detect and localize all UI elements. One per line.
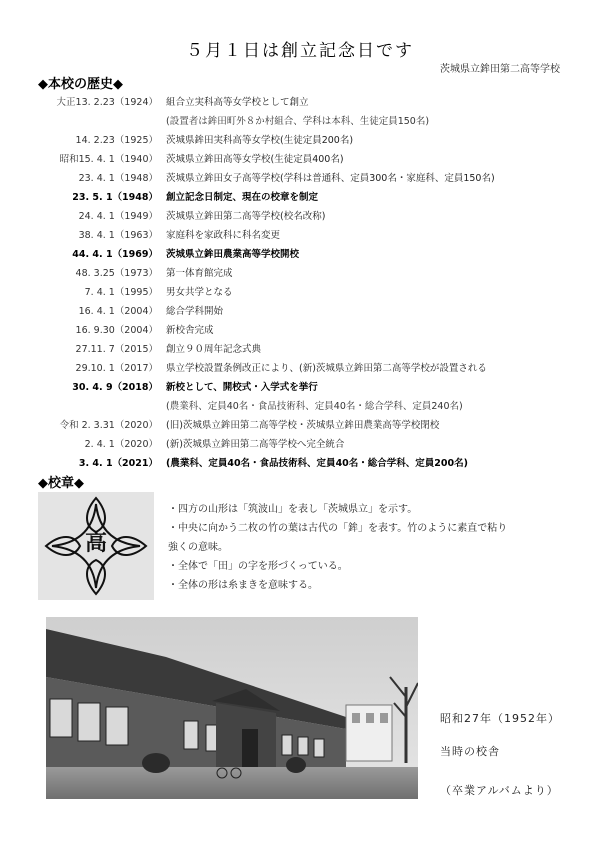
timeline-date: 48. 3.25（1973） (75, 268, 158, 279)
timeline-event: (農業科、定員40名・食品技術科、定員40名・総合学科、定員240名) (166, 401, 463, 412)
emblem-note: ・中央に向かう二枚の竹の葉は古代の「鉾」を表す。竹のように素直で粘り (168, 523, 508, 534)
timeline-date: 16. 9.30（2004） (75, 325, 158, 336)
timeline-event: 茨城県立鉾田第二高等学校(校名改称) (166, 211, 326, 222)
emblem-notes (168, 500, 568, 595)
timeline-row (36, 454, 576, 473)
emblem-note: 強くの意味。 (168, 542, 228, 553)
timeline-date: 大正13. 2.23（1924） (56, 97, 158, 108)
timeline-row (36, 150, 576, 169)
timeline-date: 44. 4. 1（1969） (72, 249, 158, 260)
school-name: 茨城県立鉾田第二高等学校 (440, 64, 560, 75)
timeline-event: (旧)茨城県立鉾田第二高等学校・茨城県立鉾田農業高等学校閉校 (166, 420, 440, 431)
photo-label: 当時の校舎 (440, 745, 500, 758)
timeline-row (36, 397, 576, 416)
timeline-date: 3. 4. 1（2021） (78, 458, 158, 469)
timeline-row (36, 378, 576, 397)
timeline-date: 38. 4. 1（1963） (78, 230, 158, 241)
timeline-row (36, 93, 576, 112)
timeline-event: 総合学科開始 (166, 306, 224, 317)
timeline-row (36, 188, 576, 207)
timeline-date: 14. 2.23（1925） (75, 135, 158, 146)
timeline-event: 創立記念日制定、現在の校章を制定 (166, 192, 319, 203)
timeline-event: 第一体育館完成 (166, 268, 233, 279)
timeline-event: 茨城県立鉾田農業高等学校開校 (166, 249, 300, 260)
history-timeline (36, 93, 576, 473)
timeline-event: 新校として、開校式・入学式を挙行 (166, 382, 318, 393)
timeline-date: 令和 2. 3.31（2020） (59, 420, 158, 431)
photo-source: （卒業アルバムより） (440, 784, 559, 797)
timeline-date: 16. 4. 1（2004） (78, 306, 158, 317)
timeline-row (36, 321, 576, 340)
timeline-row (36, 359, 576, 378)
timeline-date: 23. 5. 1（1948） (72, 192, 158, 203)
timeline-row (36, 283, 576, 302)
timeline-date: 23. 4. 1（1948） (78, 173, 158, 184)
emblem-note: ・四方の山形は「筑波山」を表し「茨城県立」を示す。 (168, 504, 418, 515)
history-heading: ◆本校の歴史◆ (38, 77, 123, 92)
timeline-row (36, 245, 576, 264)
timeline-row (36, 226, 576, 245)
photo-year: 昭和27年（1952年） (440, 712, 560, 725)
emblem-kanji: 高 (84, 530, 107, 556)
emblem-note: ・全体の形は糸まきを意味する。 (168, 580, 318, 591)
timeline-row (36, 264, 576, 283)
emblem-heading: ◆校章◆ (38, 476, 84, 491)
emblem-note: ・全体で「田」の字を形づくっている。 (168, 561, 348, 572)
timeline-event: 茨城県立鉾田高等女学校(生徒定員400名) (166, 154, 344, 165)
timeline-event: 男女共学となる (166, 287, 233, 298)
timeline-event: (設置者は鉾田町外８か村組合、学科は本科、生徒定員150名) (166, 116, 430, 127)
timeline-date: 2. 4. 1（2020） (84, 439, 158, 450)
timeline-event: 創立９０周年記念式典 (166, 344, 262, 355)
timeline-row (36, 416, 576, 435)
timeline-date: 27.11. 7（2015） (75, 344, 158, 355)
timeline-date: 30. 4. 9（2018） (72, 382, 158, 393)
timeline-row (36, 207, 576, 226)
timeline-row (36, 340, 576, 359)
timeline-event: 茨城県鉾田実科高等女学校(生徒定員200名) (166, 135, 354, 146)
timeline-event: (新)茨城県立鉾田第二高等学校へ完全統合 (166, 439, 345, 450)
timeline-date: 7. 4. 1（1995） (84, 287, 158, 298)
timeline-event: 組合立実科高等女学校として創立 (166, 97, 309, 108)
timeline-event: 茨城県立鉾田女子高等学校(学科は普通科、定員300名・家庭科、定員150名) (166, 173, 495, 184)
timeline-date: 24. 4. 1（1949） (78, 211, 158, 222)
timeline-row (36, 435, 576, 454)
timeline-event: 家庭科を家政科に科名変更 (166, 230, 281, 241)
timeline-row (36, 131, 576, 150)
school-emblem (38, 492, 154, 600)
timeline-event: 県立学校設置条例改正により、(新)茨城県立鉾田第二高等学校が設置される (166, 363, 487, 374)
old-school-building-photo (46, 617, 418, 799)
timeline-date: 昭和15. 4. 1（1940） (59, 154, 158, 165)
timeline-date: 29.10. 1（2017） (75, 363, 158, 374)
timeline-event: (農業科、定員40名・食品技術科、定員40名・総合学科、定員200名) (166, 458, 468, 469)
timeline-row (36, 112, 576, 131)
page-title: ５月１日は創立記念日です (186, 41, 414, 61)
timeline-row (36, 169, 576, 188)
timeline-row (36, 302, 576, 321)
timeline-event: 新校舎完成 (166, 325, 214, 336)
